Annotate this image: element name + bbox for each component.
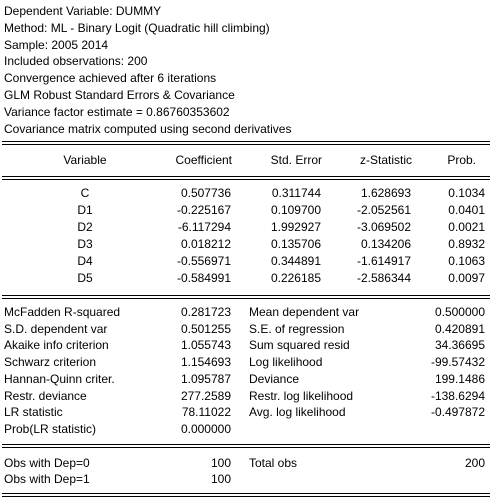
prob-value: 0.0401 xyxy=(448,203,485,217)
stat-label: Sum squared resid xyxy=(249,338,350,352)
z-statistic-value: -3.069502 xyxy=(356,220,411,234)
total-obs-value: 200 xyxy=(464,456,485,470)
stat-label: Hannan-Quinn criter. xyxy=(4,372,115,386)
table-top-rule xyxy=(2,141,490,145)
table-bottom-rule xyxy=(2,493,490,497)
variable-name: D2 xyxy=(77,220,93,234)
estimation-header xyxy=(4,3,291,137)
stat-label: McFadden R-squared xyxy=(4,305,121,319)
stat-value: 0.420891 xyxy=(434,322,485,336)
stat-label: S.D. dependent var xyxy=(4,322,108,336)
coefficient-value: -6.117294 xyxy=(177,220,231,234)
stat-value: 1.055743 xyxy=(180,338,231,352)
stat-label: LR statistic xyxy=(4,405,63,419)
col-header-prob: Prob. xyxy=(447,153,476,167)
stat-label: Deviance xyxy=(249,372,300,386)
prob-value: 0.8932 xyxy=(448,237,485,251)
z-statistic-value: 1.628693 xyxy=(360,186,411,200)
header-line-variance-factor: Variance factor estimate = 0.86760353602 xyxy=(4,104,230,119)
stat-label: S.E. of regression xyxy=(249,322,345,336)
stat-value: -0.497872 xyxy=(430,405,485,419)
z-statistic-value: 0.134206 xyxy=(360,237,411,251)
coefficient-value: 0.018212 xyxy=(180,237,231,251)
prob-value: 0.1063 xyxy=(448,254,485,268)
variable-name: D4 xyxy=(77,254,93,268)
obs-dep0-value: 100 xyxy=(210,456,231,470)
stat-value: 0.500000 xyxy=(434,305,485,319)
coefficient-value: -0.225167 xyxy=(176,203,231,217)
stat-label: Prob(LR statistic) xyxy=(4,422,97,436)
variable-name: D1 xyxy=(77,203,93,217)
stats-bottom-rule xyxy=(2,444,490,448)
prob-value: 0.1034 xyxy=(448,186,485,200)
stat-value: 78.11022 xyxy=(181,405,231,419)
std-error-value: 0.109700 xyxy=(270,203,321,217)
stat-label: Schwarz criterion xyxy=(4,355,97,369)
header-line-covariance: Covariance matrix computed using second derivatives xyxy=(4,121,292,136)
std-error-value: 0.311744 xyxy=(271,186,321,200)
col-header-std-error: Std. Error xyxy=(270,153,322,167)
stat-label: Restr. log likelihood xyxy=(249,389,354,403)
obs-dep1-label: Obs with Dep=1 xyxy=(4,472,90,486)
z-statistic-value: -2.052561 xyxy=(356,203,411,217)
prob-value: 0.0021 xyxy=(448,220,485,234)
header-line-convergence: Convergence achieved after 6 iterations xyxy=(4,71,217,86)
std-error-value: 0.344891 xyxy=(270,254,321,268)
z-statistic-value: -2.586344 xyxy=(356,271,411,285)
stat-value: 0.281723 xyxy=(180,305,231,319)
coefficient-value: 0.507736 xyxy=(180,186,231,200)
std-error-value: 0.135706 xyxy=(270,237,321,251)
header-line-observations: Included observations: 200 xyxy=(4,54,148,69)
header-line-dependent-variable: Dependent Variable: DUMMY xyxy=(4,4,162,18)
std-error-value: 0.226185 xyxy=(270,271,321,285)
header-bottom-rule xyxy=(2,176,490,180)
stat-label: Akaike info criterion xyxy=(4,338,109,352)
header-line-robust-se: GLM Robust Standard Errors & Covariance xyxy=(4,87,235,102)
coef-bottom-rule xyxy=(2,295,490,299)
col-header-variable: Variable xyxy=(63,153,107,167)
header-line-sample: Sample: 2005 2014 xyxy=(4,37,109,52)
col-header-coefficient: Coefficient xyxy=(175,153,232,167)
coefficient-value: -0.584991 xyxy=(176,271,231,285)
stat-value: 1.154693 xyxy=(180,355,231,369)
stat-value: 199.1486 xyxy=(434,372,485,386)
stat-value: 0.000000 xyxy=(180,422,231,436)
stat-value: 1.095787 xyxy=(180,372,231,386)
stat-label: Mean dependent var xyxy=(249,305,360,319)
variable-name: D5 xyxy=(77,271,93,285)
variable-name: C xyxy=(80,186,90,200)
header-line-method: Method: ML - Binary Logit (Quadratic hill climbing) xyxy=(4,20,270,35)
obs-dep0-label: Obs with Dep=0 xyxy=(4,456,90,470)
stat-value: -138.6294 xyxy=(430,389,485,403)
z-statistic-value: -1.614917 xyxy=(356,254,411,268)
stat-label: Avg. log likelihood xyxy=(249,405,346,419)
stat-value: -99.57432 xyxy=(430,355,485,369)
std-error-value: 1.992927 xyxy=(270,220,321,234)
prob-value: 0.0097 xyxy=(448,271,485,285)
coefficient-value: -0.556971 xyxy=(176,254,231,268)
stat-value: 0.501255 xyxy=(180,322,231,336)
col-header-z-statistic: z-Statistic xyxy=(359,153,412,167)
stat-value: 34.36695 xyxy=(434,338,485,352)
total-obs-label: Total obs xyxy=(249,456,298,470)
obs-dep1-value: 100 xyxy=(210,472,231,486)
variable-name: D3 xyxy=(77,237,93,251)
stat-label: Restr. deviance xyxy=(4,389,87,403)
stat-label: Log likelihood xyxy=(249,355,323,369)
stat-value: 277.2589 xyxy=(180,389,231,403)
